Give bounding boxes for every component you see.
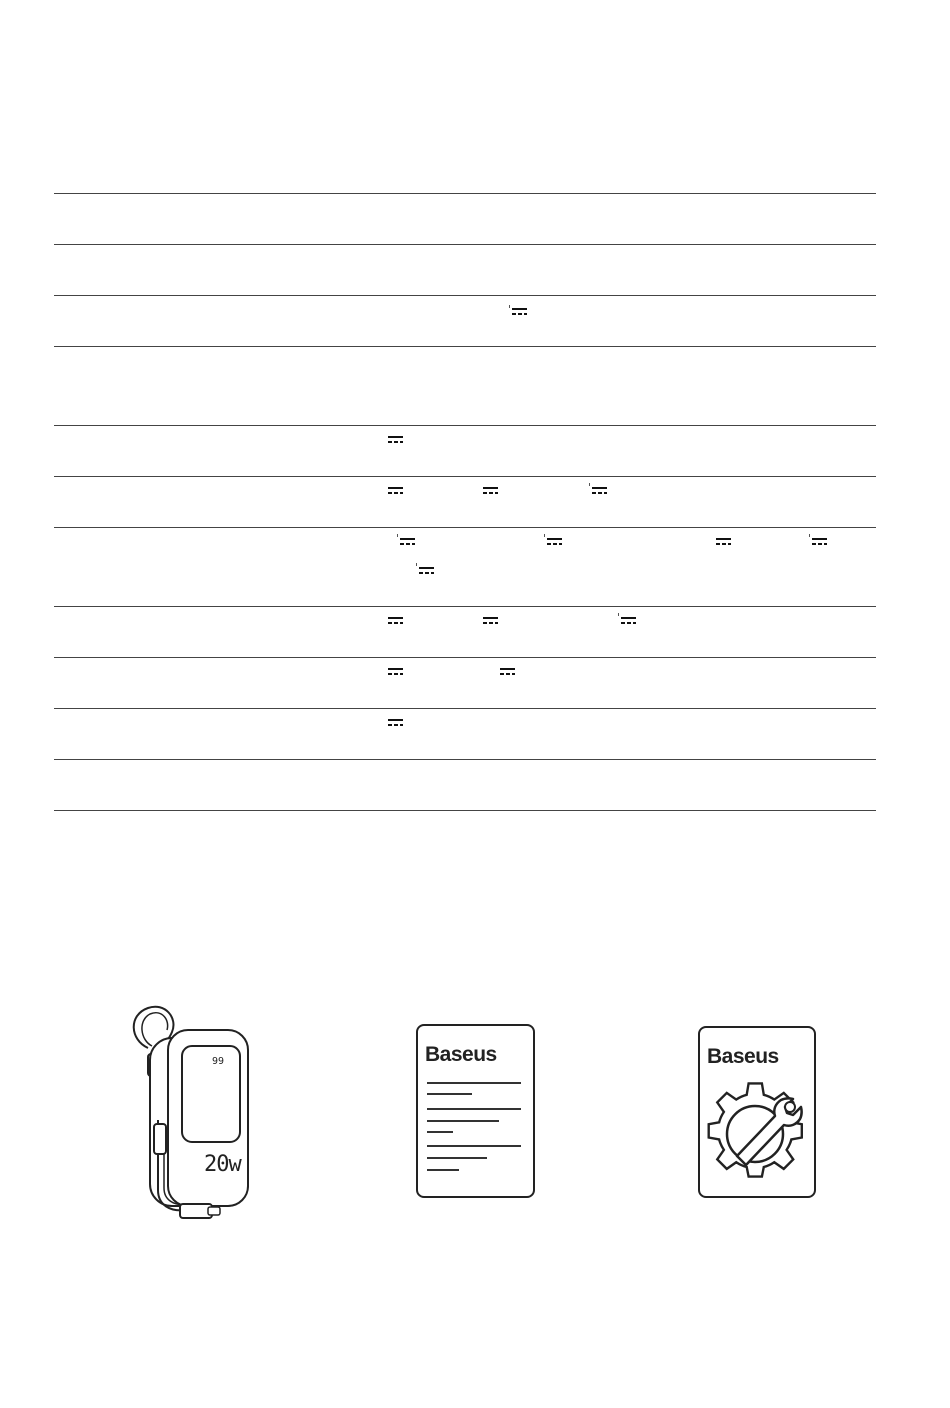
spec-row (54, 193, 876, 244)
spec-row (54, 606, 876, 657)
dc-symbol-icon (388, 668, 403, 676)
dc-symbol-tick (618, 613, 619, 616)
warranty-card (698, 1026, 816, 1198)
dc-symbol-icon (483, 487, 498, 495)
display-percent: 99 (212, 1056, 225, 1067)
manual-text-line (427, 1131, 453, 1133)
dc-symbol-icon (388, 487, 403, 495)
gear-wrench-icon (703, 1080, 813, 1190)
dc-symbol-tick (416, 563, 417, 566)
warranty-brand-logo: Baseus (707, 1045, 779, 1068)
spec-row (54, 708, 876, 759)
dc-symbol-icon (388, 436, 403, 444)
dc-symbol-tick (589, 483, 590, 486)
spec-row (54, 346, 876, 425)
manual-brand-logo: Baseus (425, 1043, 497, 1066)
power-bank-illustration (120, 1000, 260, 1235)
spec-row (54, 657, 876, 708)
spec-row (54, 244, 876, 295)
spec-row (54, 425, 876, 476)
dc-symbol-icon (621, 617, 636, 625)
dc-symbol-tick (544, 534, 545, 537)
dc-symbol-tick (809, 534, 810, 537)
dc-symbol-icon (388, 719, 403, 727)
manual-text-line (427, 1093, 472, 1095)
manual-text-line (427, 1145, 521, 1147)
user-manual-card (416, 1024, 535, 1198)
power-bank-drawing (120, 1000, 260, 1235)
spec-row (54, 476, 876, 527)
dc-symbol-icon (812, 538, 827, 546)
manual-text-line (427, 1108, 521, 1110)
dc-symbol-icon (419, 567, 434, 575)
manual-text-line (427, 1082, 521, 1084)
dc-symbol-icon (400, 538, 415, 546)
dc-symbol-icon (483, 617, 498, 625)
dc-symbol-icon (388, 617, 403, 625)
dc-symbol-tick (509, 305, 510, 308)
dc-symbol-icon (547, 538, 562, 546)
spec-row (54, 295, 876, 346)
dc-symbol-icon (592, 487, 607, 495)
spec-row (54, 759, 876, 811)
manual-text-line (427, 1157, 487, 1159)
power-label: 20w (204, 1152, 241, 1177)
spec-row (54, 527, 876, 606)
spec-table (54, 193, 876, 811)
dc-symbol-icon (500, 668, 515, 676)
manual-text-line (427, 1120, 499, 1122)
dc-symbol-icon (716, 538, 731, 546)
manual-text-line (427, 1169, 459, 1171)
dc-symbol-icon (512, 308, 527, 316)
dc-symbol-tick (397, 534, 398, 537)
